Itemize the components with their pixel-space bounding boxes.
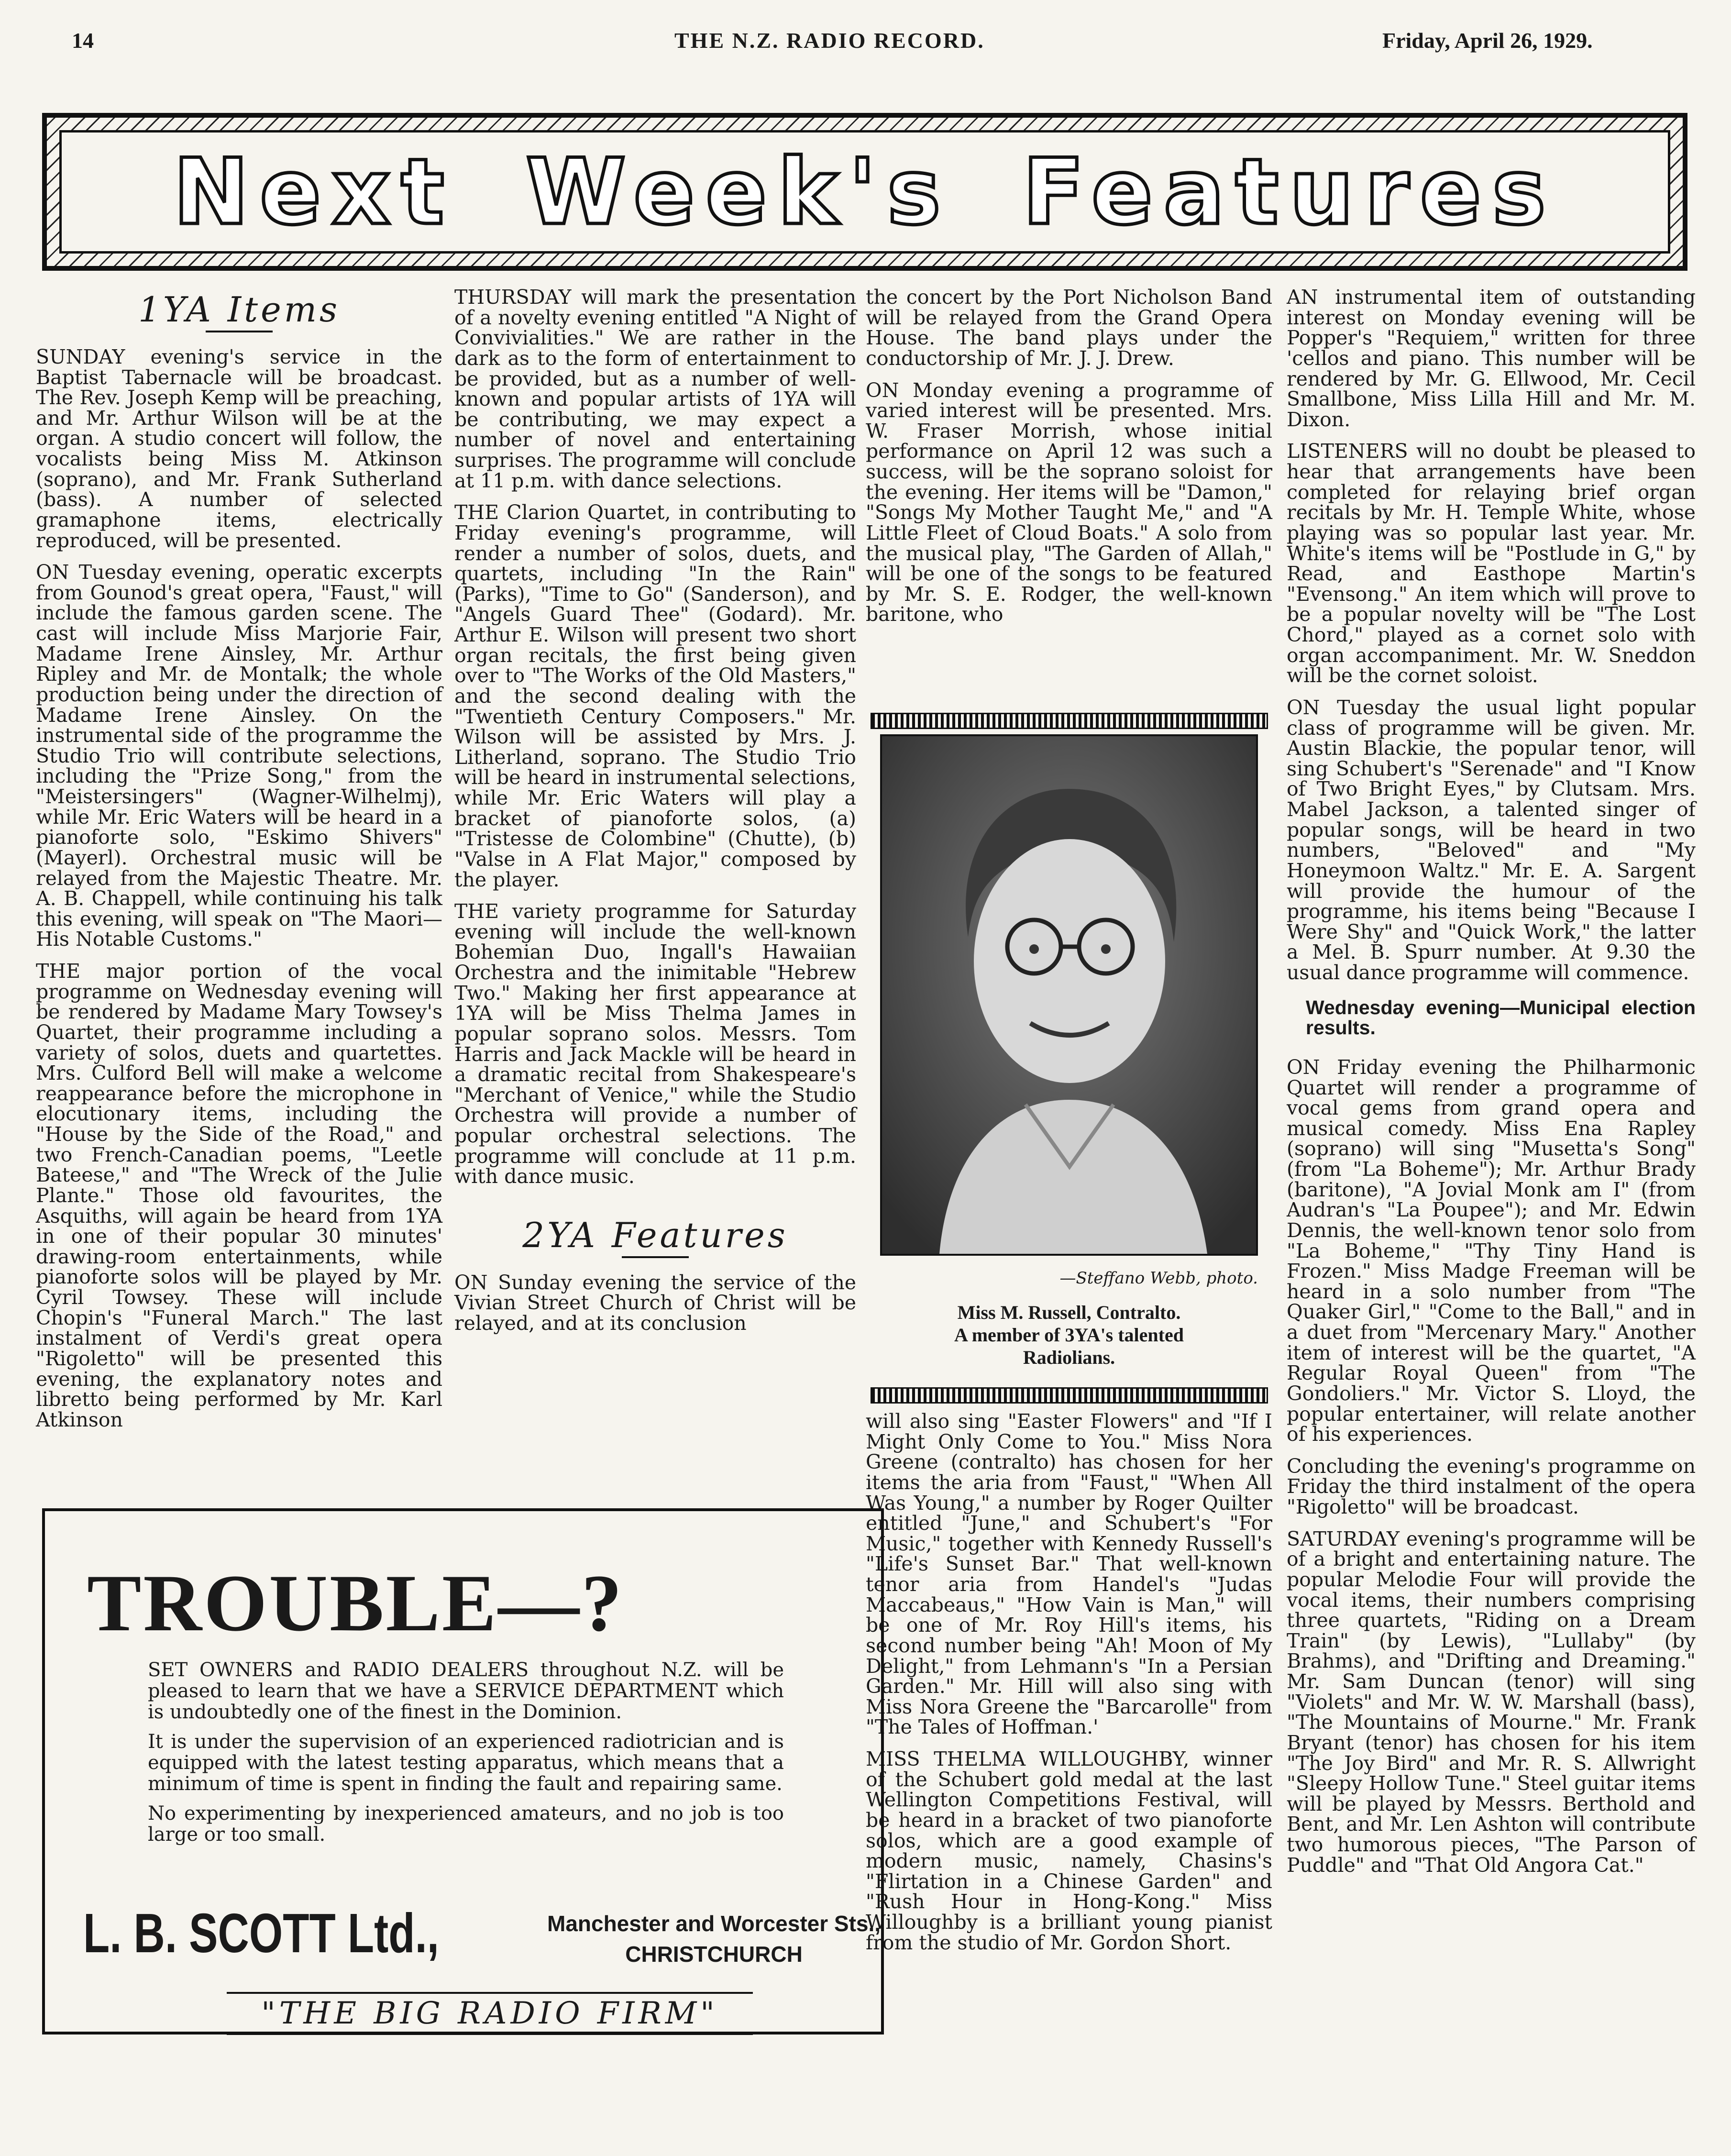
caption-line: Miss M. Russell, Contralto.: [957, 1302, 1181, 1323]
section-title-1ya: 1YA Items: [138, 289, 340, 330]
column-3-top: [866, 287, 1272, 636]
company-address: [547, 1908, 881, 1970]
article-paragraph: ON Sunday evening the service of the Vivian Street Church of Christ will be relayed, and at its conclusion: [454, 1271, 856, 1335]
article-paragraph: AN instrumental item of outstanding interest on Monday evening will be Popper's "Requiem," written for three 'cellos and piano. This number will be rendered by Mr. G. Ellwood, Mr. Cecil Smallbone, Miss Lilla Hill and Mr. M. Dixon.: [1287, 286, 1696, 431]
ornamental-rule: [871, 1387, 1268, 1404]
article-paragraph: THURSDAY will mark the presentation of a novelty evening entitled "A Night of Convivialities." We are rather in the dark as to the form of entertainment to be provided, but as a number of well-known and popular artists of 1YA will be contributing, we may expect a number of novel and entertaining surprises. The programme will conclude at 11 p.m. with dance selections.: [454, 286, 856, 492]
divider: [206, 331, 273, 332]
article-paragraph: LISTENERS will no doubt be pleased to hear that arrangements have been completed for relaying brief organ recitals by Mr. H. Temple White, whose playing was so popular last year. Mr. White's items will be "Postlude in G," by Read, and Easthope Martin's "Evensong." An item which will prove to be a popular novelty will be "The Lost Chord," played as a cornet solo with organ accompaniment. Mr. W. Sneddon will be the cornet soloist.: [1287, 440, 1696, 687]
article-paragraph: THE Clarion Quartet, in contributing to Friday evening's programme, will render a number of solos, duets, and quartets, including "In the Rain" (Parks), "Time to Go" (Sanderson), and "Angels Guard Thee" (Godard). Mr. Arthur E. Wilson will present two short organ recitals, the first being given over to "The Works of the Old Masters," and the second dealing with the "Twentieth Century Composers." Mr. Wilson will be assisted by Mrs. J. Litherland, soprano. The Studio Trio will be heard in instrumental selections, while Mr. Eric Waters will play a bracket of pianoforte solos, (a) "Tristesse de Colombine" (Chutte), (b) "Valse in A Flat Major," composed by the player.: [454, 501, 856, 891]
portrait-photo: [880, 734, 1258, 1256]
caption-line: Radiolians.: [1023, 1347, 1115, 1369]
section-title-2ya: 2YA Features: [522, 1215, 788, 1255]
article-paragraph: MISS THELMA WILLOUGHBY, winner of the Schubert gold medal at the last Wellington Competitions Festival, will be heard in a bracket of two pianoforte solos, which are a good example of modern music, namely, Chasins's "Flirtation in a Chinese Garden" and "Rush Hour in Hong-Kong." Miss Willoughby is a brilliant young pianist from the studio of Mr. Gordon Short.: [866, 1747, 1272, 1954]
ad-slogan: "THE BIG RADIO FIRM": [227, 1992, 753, 2035]
issue-date: Friday, April 26, 1929.: [1382, 28, 1593, 53]
banner-panel: [59, 130, 1670, 254]
publication-title: THE N.Z. RADIO RECORD.: [674, 28, 985, 53]
column-3-bottom: [866, 1411, 1272, 1964]
article-paragraph: Concluding the evening's programme on Friday the third instalment of the opera "Rigoletto" will be broadcast.: [1287, 1454, 1696, 1518]
ad-title: TROUBLE—?: [87, 1558, 624, 1648]
ad-paragraph: No experimenting by inexperienced amateurs, and no job is too large or too small.: [148, 1802, 784, 1846]
article-paragraph: will also sing "Easter Flowers" and "If I Might Only Come to You." Miss Nora Greene (contralto) has chosen for her items the aria from "Faust," "When All Was Young," a number by Roger Quilter entitled "June," and Schubert's "For Music," together with Kennedy Russell's "Life's Sunset Bar." That well-known tenor aria from Handel's "Judas Maccabeaus," "How Vain is Man," will be one of Mr. Roy Hill's items, his second number being "Ah! Moon of My Delight," from Lehmann's "In a Persian Garden." Mr. Hill will also sing with Miss Nora Greene the "Barcarolle" from "The Tales of Hoffman.': [866, 1410, 1272, 1739]
caption-line: A member of 3YA's talented: [954, 1324, 1184, 1346]
article-paragraph: ON Tuesday evening, operatic excerpts from Gounod's great opera, "Faust," will include the famous garden scene. The cast will include Miss Marjorie Fair, Madame Irene Ainsley, Mr. Arthur Ripley and Mr. de Montalk; the whole production being under the direction of Madame Irene Ainsley. On the instrumental side of the programme the Studio Trio will contribute selections, including the "Prize Song," from the "Meistersingers" (Wagner-Wilhelmj), while Mr. Eric Waters will be heard in a pianoforte solo, "Eskimo Shivers" (Mayerl). Orchestral music will be relayed from the Majestic Theatre. Mr. A. B. Chappell, while continuing his talk this evening, will speak on "The Maori—His Notable Customs.": [36, 561, 442, 951]
subheading: Wednesday evening—Municipal election results.: [1306, 996, 1696, 1039]
column-1YA: [36, 287, 442, 1441]
article-paragraph: THE major portion of the vocal programme on Wednesday evening will be rendered by Madame Mary Towsey's Quartet, their programme including a variety of solos, duets and quartettes. Mrs. Culford Bell will make a welcome reappearance before the microphone in elocutionary items, including the "House by the Side of the Road," and two French-Canadian poems, "Leetle Bateese," and "The Wreck of the Julie Plante." Those old favourites, the Asquiths, will again be heard from 1YA in one of their popular 30 minutes' drawing-room entertainments, while pianoforte solos will be played by Mr. Cyril Towsey. These will include Chopin's "Funeral March." The last instalment of Verdi's great opera "Rigoletto" will be presented this evening, the explanatory notes and libretto being performed by Mr. Karl Atkinson: [36, 960, 442, 1431]
article-paragraph: ON Friday evening the Philharmonic Quartet will render a programme of vocal gems from grand opera and musical comedy. Miss Ena Rapley (soprano) will sing "Musetta's Song" (from "La Boheme"); Mr. Arthur Brady (baritone), "A Jovial Monk am I" (from Audran's "La Poupee"); and Mr. Edwin Dennis, the well-known tenor solo from "La Boheme," "Thy Tiny Hand is Frozen." Miss Madge Freeman will be heard in a solo number from "The Quaker Girl," "Come to the Ball," and in a duet from "Mercenary Mary." Another item of interest will be the quartet, "A Regular Royal Queen" from "The Gondoliers." Mr. Victor S. Lloyd, the popular entertainer, will relate another of his experiences.: [1287, 1055, 1696, 1446]
column-4: [1287, 287, 1696, 1887]
article-paragraph: THE variety programme for Saturday evening will include the well-known Bohemian Duo, Ingall's Hawaiian Orchestra and the inimitable "Hebrew Two." Making her first appearance at 1YA will be Miss Thelma James in popular soprano solos. Messrs. Tom Harris and Jack Mackle will be heard in a dramatic recital from Shakespeare's "Merchant of Venice," while the Studio Orchestra will provide a number of popular orchestral selections. The programme will conclude at 11 p.m. with dance music.: [454, 900, 856, 1188]
column-2: [454, 287, 856, 1345]
divider: [622, 1256, 689, 1258]
company-name: L. B. SCOTT Ltd.,: [83, 1902, 439, 1964]
page-number: 14: [72, 28, 94, 53]
ornamental-rule: [871, 713, 1268, 729]
features-banner: [42, 113, 1687, 271]
address-line: Manchester and Worcester Sts.,: [547, 1911, 881, 1936]
ad-body: [148, 1659, 784, 1854]
address-line: CHRISTCHURCH: [625, 1942, 803, 1967]
ad-paragraph: It is under the supervision of an experienced radiotrician and is equipped with the latest testing apparatus, which means that a minimum of time is spent in finding the fault and repairing same.: [148, 1731, 784, 1795]
portrait-image: [882, 736, 1256, 1254]
ad-paragraph: SET OWNERS and RADIO DEALERS throughout N.Z. will be pleased to learn that we have a SERVICE DEPARTMENT which is undoubtedly one of the finest in the Dominion.: [148, 1659, 784, 1723]
article-paragraph: ON Tuesday the usual light popular class of programme will be given. Mr. Austin Blackie, the popular tenor, will sing Schubert's "Serenade" and "I Know of Two Bright Eyes," by Clutsam. Mrs. Mabel Jackson, a talented singer of popular songs, will be heard in two numbers, "Beloved" and "My Honeymoon Waltz." Mr. E. A. Sargent will provide the humour of the programme, his items being "Because I Were Shy" and "Quick Work," the latter a Mel. B. Spurr number. At 9.30 the usual dance programme will commence.: [1287, 696, 1696, 984]
article-paragraph: ON Monday evening a programme of varied interest will be presented. Mrs. W. Fraser Morrish, whose initial performance on April 12 was such a success, will be the soprano soloist for the evening. Her items will be "Damon," "Songs My Mother Taught Me," and "A Little Fleet of Cloud Boats." A solo from the musical play, "The Garden of Allah," will be one of the songs to be featured by Mr. S. E. Rodger, the well-known baritone, who: [866, 378, 1272, 626]
article-paragraph: SATURDAY evening's programme will be of a bright and entertaining nature. The popular Melodie Four will provide the vocal items, their numbers comprising three quartets, "Riding on a Dream Train" (by Lewis), "Lullaby" (by Brahms), and "Drifting and Dreaming." Mr. Sam Duncan (tenor) will sing "Violets" and Mr. W. W. Marshall (bass), "The Mountains of Mourne." Mr. Frank Bryant (tenor) has chosen for his item "The Joy Bird" and Mr. R. S. Allwright "Sleepy Hollow Tune." Steel guitar items will be played by Messrs. Berthold and Bent, and Mr. Len Ashton will contribute two humorous pieces, "The Parson of Puddle" and "That Old Angora Cat.": [1287, 1527, 1696, 1877]
photo-caption: [880, 1301, 1258, 1369]
photo-credit: —Steffano Webb, photo.: [1059, 1269, 1258, 1288]
article-paragraph: SUNDAY evening's service in the Baptist Tabernacle will be broadcast. The Rev. Joseph Kemp will be preaching, and Mr. Arthur Wilson will be at the organ. A studio concert will follow, the vocalists being Miss M. Atkinson (soprano), and Mr. Frank Sutherland (bass). A number of selected gramaphone items, electrically reproduced, will be presented.: [36, 345, 442, 552]
banner-title: Next Week's Features: [173, 139, 1557, 245]
advertisement-box: [42, 1508, 884, 2034]
article-paragraph: the concert by the Port Nicholson Band will be relayed from the Grand Opera House. The band plays under the conductorship of Mr. J. J. Drew.: [866, 286, 1272, 370]
